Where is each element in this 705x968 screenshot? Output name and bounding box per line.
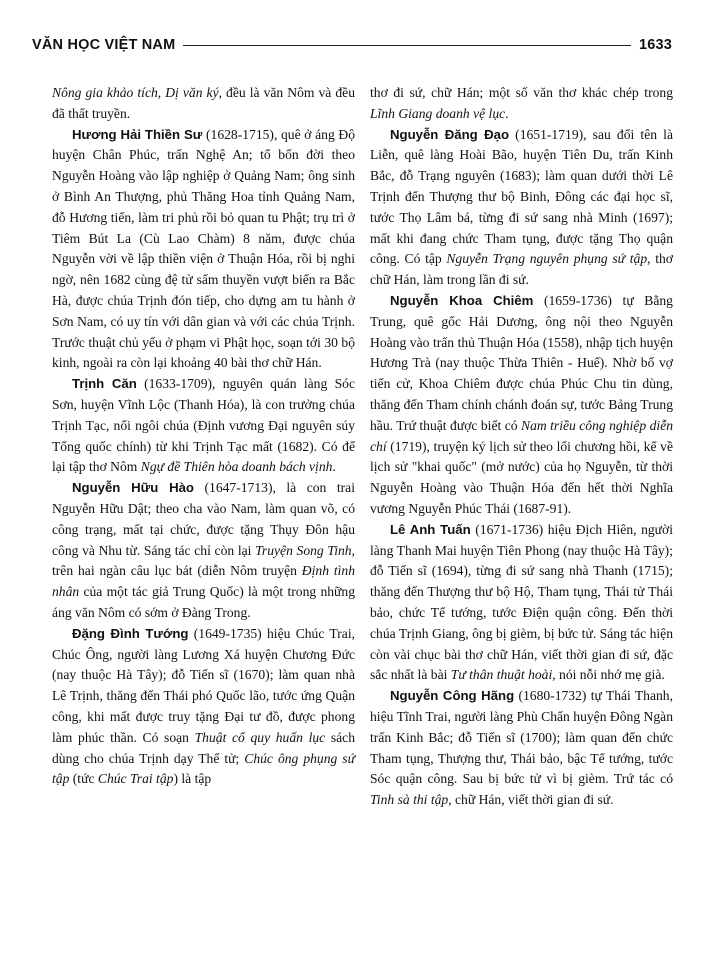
author-name: Nguyễn Hữu Hào	[72, 480, 194, 496]
biography-entry	[370, 125, 673, 291]
body-text: (1719), truyện ký lịch sử theo lối chương hồi, kể về lịch sử "khai quốc" (mở nước) của họ Nguyễn, từ thời Nguyễn Hoàng vào Thuận Hóa đến hết thời Nghĩa vương Nguyễn Phúc Thái (1687-91).	[370, 438, 673, 516]
page-number: 1633	[638, 37, 672, 53]
running-title: VĂN HỌC VIỆT NAM	[32, 37, 176, 53]
body-text: , chữ Hán, viết thời gian đi sứ.	[448, 792, 614, 808]
header-rule	[183, 45, 631, 46]
work-title: Nguyễn Trạng nguyên phụng sứ tập	[446, 251, 648, 267]
body-text: (1651-1719), sau đổi tên là Liễn, quê làng Hoài Bão, huyện Tiên Du, trấn Kinh Bắc, đỗ Trạng nguyên (1683); làm quan dưới thời Lê Trịnh đến Thượng thư bộ Binh, Đông các đại học sĩ, tước Thọ Lâm bá, từng đi sứ sang nhà Minh (1697); mất khi đang chức Tham tụng, được tặng Thọ quận công. Có tập	[370, 126, 673, 267]
body-text: .	[332, 459, 336, 475]
work-title: Thuật cổ quy huấn lục	[194, 729, 326, 745]
running-header	[32, 34, 672, 56]
body-text: (1659-1736) tự Bằng Trung, quê gốc Hải Dương, ông nội theo Nguyễn Hoàng vào trấn thủ Thuận Hóa (1558), nhập tịch huyện Hương Trà (nay thuộc Thừa Thiên - Huế). Nhờ bố vợ tiến cử, Khoa Chiêm được chúa Phúc Chu tin dùng, thăng đến Tham chính chánh đoán sự, tước Bảng Trung hầu. Trứ thuật được biết có	[370, 292, 673, 433]
body-text: , đều là văn Nôm và đều đã thất truyền.	[52, 85, 355, 121]
right-column	[370, 83, 673, 811]
body-text: (1647-1713), là con trai Nguyễn Hữu Dật; theo cha vào Nam, làm quan võ, có công trạng, mất tại chức, được tặng Thụy Đôn hậu công và Nhu từ. Sáng tác chỉ còn lại	[52, 480, 355, 558]
biography-entry	[52, 624, 355, 790]
work-title: Lĩnh Giang doanh vệ lục	[370, 105, 506, 121]
body-text: sách dùng cho chúa Trịnh dạy Thế tử;	[52, 729, 355, 766]
biography-entry	[52, 374, 355, 478]
author-name: Nguyễn Công Hãng	[390, 688, 515, 704]
work-title: Ngự đề Thiên hòa doanh bách vịnh	[140, 459, 333, 475]
left-column	[52, 83, 355, 790]
body-text: .	[505, 105, 509, 121]
body-text: , nói nỗi nhớ mẹ già.	[552, 667, 665, 683]
author-name: Lê Anh Tuấn	[390, 521, 471, 537]
biography-entry	[370, 686, 673, 811]
work-title: Nam triều công nghiệp diễn chí	[370, 417, 673, 454]
biography-entry	[52, 125, 355, 375]
work-title: Định tình nhân	[52, 563, 355, 600]
continued-paragraph	[52, 83, 355, 125]
biography-entry	[370, 520, 673, 686]
author-name: Hương Hải Thiền Sư	[72, 126, 203, 142]
work-title: Chúc ông phụng sứ tập	[52, 750, 355, 787]
work-title: Tinh sà thi tập	[370, 792, 449, 808]
body-text: (1633-1709), nguyên quán làng Sóc Sơn, huyện Vĩnh Lộc (Thanh Hóa), là con trưởng chúa Trịnh Tạc, nối ngôi chúa (Định vương Đại nguyên súy Tổng quốc chính) từ khi Trịnh Tạc mất (1682). Có để lại tập thơ Nôm	[52, 376, 355, 475]
body-text: , thơ chữ Hán, làm trong lần đi sứ.	[370, 251, 673, 288]
biography-entry	[52, 478, 355, 624]
continued-paragraph	[370, 83, 673, 125]
work-title: Chúc Trai tập	[97, 771, 174, 787]
body-text: (1671-1736) hiệu Địch Hiên, người làng Thanh Mai huyện Tiên Phong (nay thuộc Hà Tây); đỗ Tiến sĩ (1694), từng đi sứ sang nhà Thanh (1715); thăng đến Thượng thư bộ Hộ, Tham tụng, Thái tử Thái bảo, chức Tể tướng, tước Điện quận công. Đến thời chúa Trịnh Giang, ông bị gièm, bị bức tử. Sáng tác hiện còn vài chục bài thơ chữ Hán, viết thời gian đi sứ, đặc sắc nhất là bài	[370, 521, 673, 683]
work-title: Tư thân thuật hoài	[450, 667, 553, 683]
body-text: (1649-1735) hiệu Chúc Trai, Chúc Ông, người làng Lương Xá huyện Chương Đức (nay thuộc Hà Tây); đỗ Tiến sĩ (1670); làm quan nhà Lê Trịnh, thăng đến Thái phó Quốc lão, tước ứng Quận công, khi mất được truy tặng Đại tư đồ, được phong làm phúc thần. Có soạn	[52, 625, 355, 745]
author-name: Nguyễn Đăng Đạo	[390, 126, 510, 142]
author-name: Đặng Đình Tướng	[72, 625, 189, 641]
body-text: (1628-1715), quê ở áng Độ huyện Chân Phúc, trấn Nghệ An; tổ bốn đời theo Nguyễn Hoàng vào lập nghiệp ở Quảng Nam; ông sinh ở Bình An Thượng, phủ Thăng Hoa tỉnh Quảng Nam, đỗ Hương tiến, làm tri phủ rồi bỏ quan tu Phật; trụ trì ở Tiêm Bút La (Cù Lao Chàm) 8 năm, được chúa Nguyễn vời về lập thiền viện ở Thuận Hóa, rồi bị nghi ngờ, nên 1682 cùng đệ tử sấm thuyền vượt biển ra Bắc Hà, được chúa Trịnh đón tiếp, cho dựng am tu hành ở Sơn Nam, có uy tín với dân gian và với các chúa Trịnh. Trước thuật chủ yếu ở phạm vi Phật học, soạn tới 30 bộ kinh, ngoài ra còn lại khoảng 40 bài thơ chữ Hán.	[52, 126, 355, 371]
body-text: (tức	[69, 771, 98, 787]
biography-entry	[370, 291, 673, 520]
author-name: Trịnh Căn	[72, 376, 137, 392]
author-name: Nguyễn Khoa Chiêm	[390, 292, 534, 308]
work-title: Truyện Song Tinh	[255, 542, 352, 558]
body-text: của một tác giả Trung Quốc) là một trong những áng văn Nôm có sớm ở Đàng Trong.	[52, 584, 355, 620]
body-text: ) là tập	[173, 771, 212, 787]
body-text: (1680-1732) tự Thái Thanh, hiệu Tĩnh Trai, người làng Phù Chẩn huyện Đông Ngàn trấn Kinh Bắc; đỗ Tiến sĩ (1700); làm quan đến chức Tham tụng, Thượng thư, Thái bảo, bậc Tể tướng, tước Sóc quận công. Sau bị bức tử vì bị gièm. Trứ tác có	[370, 688, 673, 787]
body-text: thơ đi sứ, chữ Hán; một số văn thơ khác chép trong	[370, 85, 673, 100]
work-title: Nông gia khảo tích, Dị văn ký	[52, 85, 219, 100]
body-text: , trên hai ngàn câu lục bát (diễn Nôm truyện	[52, 542, 355, 579]
